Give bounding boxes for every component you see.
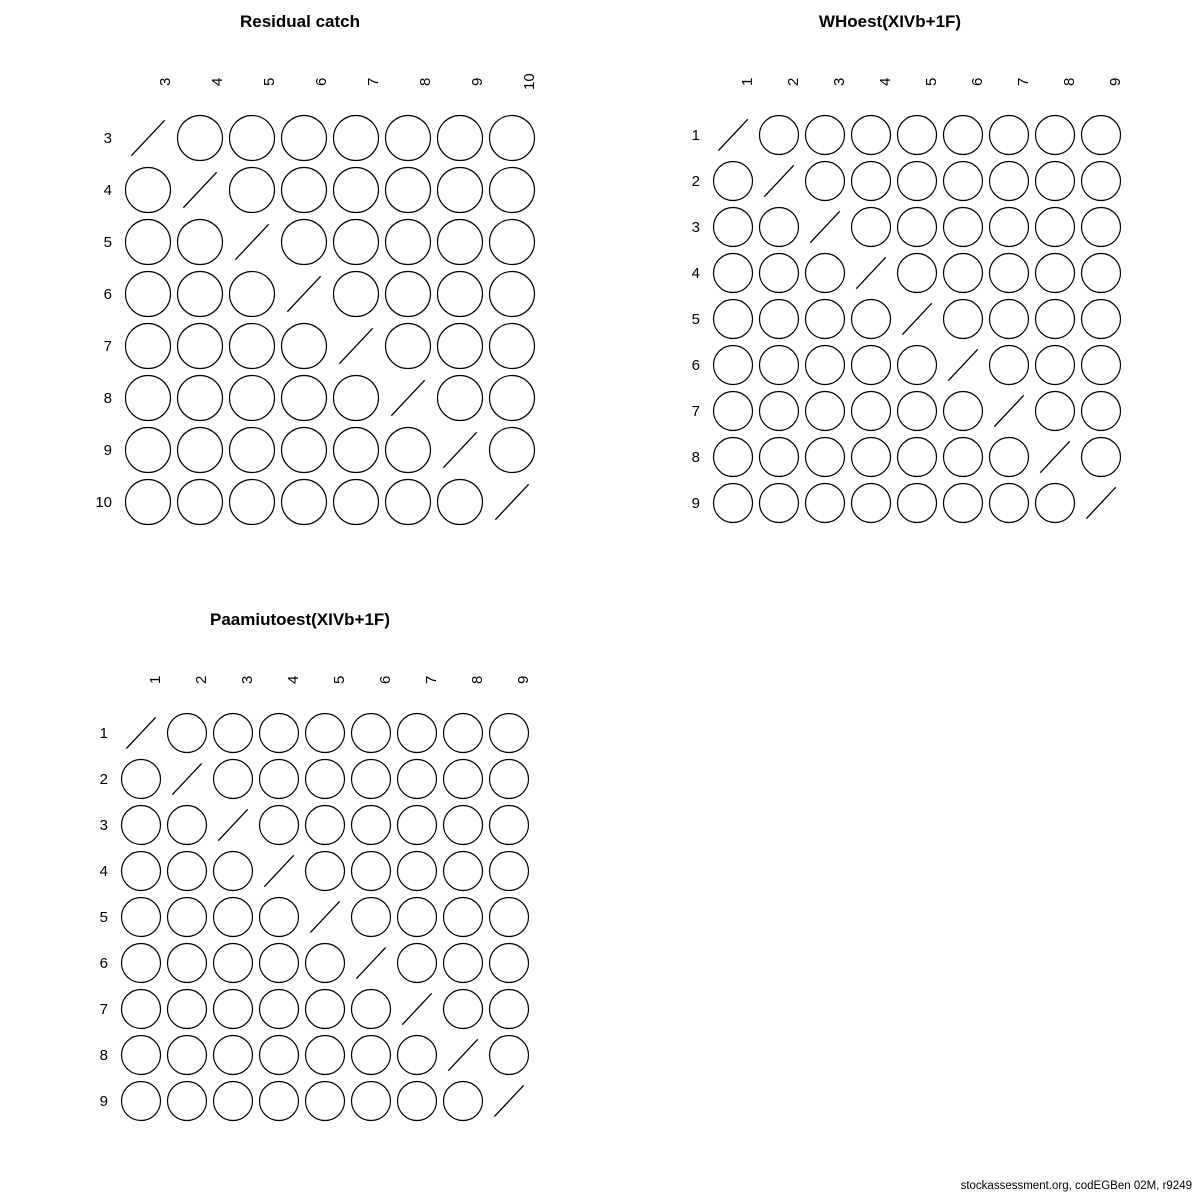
matrix-cell-circle [394,848,440,894]
matrix-paamiutoest [0,600,600,1160]
row-label: 8 [691,448,700,466]
matrix-cell-circle [210,940,256,986]
matrix-cell-circle [382,216,434,268]
matrix-diagonal-cell [1078,480,1124,526]
matrix-cell-circle [756,480,802,526]
matrix-cell-circle [486,986,532,1032]
row-label: 3 [103,129,112,147]
matrix-cell-circle [164,986,210,1032]
matrix-cell-circle [164,1078,210,1124]
matrix-cell-circle [434,216,486,268]
matrix-cell-circle [486,710,532,756]
row-label: 1 [99,724,108,742]
matrix-diagonal-cell [256,848,302,894]
matrix-diagonal-cell [164,756,210,802]
matrix-cell-circle [122,424,174,476]
matrix-cell-circle [164,940,210,986]
panel-whoest [580,0,1200,560]
matrix-cell-circle [1078,204,1124,250]
matrix-cell-circle [756,296,802,342]
row-label: 7 [691,402,700,420]
matrix-cell-circle [756,250,802,296]
matrix-cell-circle [848,342,894,388]
matrix-cell-circle [848,112,894,158]
panel-title: Paamiutoest(XIVb+1F) [210,610,390,629]
matrix-cell-circle [302,710,348,756]
column-label: 6 [313,77,330,87]
matrix-cell-circle [210,1032,256,1078]
row-label: 8 [99,1046,108,1064]
matrix-cell-circle [118,802,164,848]
matrix-cell-circle [226,112,278,164]
matrix-cell-circle [940,296,986,342]
matrix-cell-circle [486,320,538,372]
matrix-cell-circle [802,434,848,480]
matrix-cell-circle [210,986,256,1032]
matrix-cell-circle [348,1078,394,1124]
row-label: 9 [99,1092,108,1110]
row-label: 4 [99,862,108,880]
matrix-cell-circle [256,894,302,940]
matrix-cell-circle [394,802,440,848]
matrix-diagonal-cell [330,320,382,372]
column-label: 9 [515,675,532,685]
matrix-cell-circle [278,164,330,216]
matrix-cell-circle [122,476,174,528]
matrix-diagonal-cell [226,216,278,268]
row-label: 1 [691,126,700,144]
panel-title: WHoest(XIVb+1F) [818,12,962,31]
matrix-cell-circle [394,756,440,802]
column-label: 3 [157,77,174,87]
matrix-diagonal-cell [382,372,434,424]
column-label: 4 [285,675,302,685]
matrix-cell-circle [802,250,848,296]
matrix-cell-circle [1078,434,1124,480]
matrix-cell-circle [348,848,394,894]
matrix-cell-circle [164,894,210,940]
matrix-cell-circle [940,250,986,296]
matrix-cell-circle [486,268,538,320]
matrix-cell-circle [486,940,532,986]
matrix-cell-circle [348,756,394,802]
row-label: 2 [99,770,108,788]
panel-residual-catch [0,0,600,560]
matrix-residual-catch [0,0,600,560]
matrix-diagonal-cell [1032,434,1078,480]
matrix-cell-circle [278,112,330,164]
matrix-cell-circle [348,1032,394,1078]
matrix-diagonal-cell [802,204,848,250]
matrix-cell-circle [434,164,486,216]
row-label: 3 [99,816,108,834]
matrix-cell-circle [256,756,302,802]
row-labels [650,112,710,526]
matrix-cell-circle [1032,342,1078,388]
row-label: 8 [103,389,112,407]
column-label: 7 [1015,77,1032,87]
matrix-diagonal-cell [940,342,986,388]
matrix-cell-circle [330,268,382,320]
matrix-cell-circle [256,1032,302,1078]
matrix-cell-circle [122,320,174,372]
matrix-cell-circle [1032,388,1078,434]
matrix-cell-circle [210,894,256,940]
matrix-diagonal-cell [348,940,394,986]
matrix-diagonal-cell [756,158,802,204]
matrix-cell-circle [486,112,538,164]
matrix-cell-circle [434,372,486,424]
matrix-cell-circle [256,802,302,848]
matrix-diagonal-cell [486,1078,532,1124]
column-label: 9 [1107,77,1124,87]
matrix-cell-circle [440,1078,486,1124]
matrix-cell-circle [1032,204,1078,250]
matrix-cell-circle [174,424,226,476]
matrix-cell-circle [486,756,532,802]
matrix-cell-circle [440,802,486,848]
column-label: 5 [331,675,348,685]
row-label: 5 [103,233,112,251]
matrix-cell-circle [394,940,440,986]
matrix-cell-circle [986,112,1032,158]
matrix-cell-circle [710,158,756,204]
matrix-cell-circle [118,894,164,940]
column-labels [710,56,1124,108]
matrix-cell-circle [348,710,394,756]
matrix-cell-circle [756,342,802,388]
matrix-cell-circle [1032,158,1078,204]
matrix-cell-circle [894,158,940,204]
matrix-cell-circle [118,986,164,1032]
panel-paamiutoest [0,600,600,1160]
matrix-cell-circle [118,756,164,802]
column-label: 10 [521,73,538,91]
matrix-cell-circle [986,434,1032,480]
matrix-cell-circle [440,894,486,940]
matrix-cell-circle [256,986,302,1032]
column-label: 2 [193,675,210,685]
matrix-cell-circle [894,480,940,526]
matrix-cell-circle [330,216,382,268]
row-label: 5 [99,908,108,926]
matrix-cell-circle [394,710,440,756]
column-label: 5 [261,77,278,87]
matrix-cell-circle [382,164,434,216]
matrix-cell-circle [118,1032,164,1078]
matrix-cell-circle [848,388,894,434]
matrix-diagonal-cell [848,250,894,296]
matrix-cell-circle [1032,250,1078,296]
matrix-cell-circle [894,434,940,480]
matrix-cell-circle [302,802,348,848]
matrix-cell-circle [894,342,940,388]
matrix-cell-circle [174,476,226,528]
row-label: 7 [99,1000,108,1018]
row-label: 10 [95,493,112,511]
matrix-cell-circle [1032,296,1078,342]
matrix-cell-circle [710,250,756,296]
row-label: 6 [103,285,112,303]
matrix-cell-circle [848,204,894,250]
matrix-cell-circle [122,268,174,320]
matrix-cell-circle [118,1078,164,1124]
matrix-cell-circle [226,476,278,528]
matrix-cell-circle [330,112,382,164]
matrix-cell-circle [330,164,382,216]
matrix-diagonal-cell [894,296,940,342]
matrix-cell-circle [756,204,802,250]
matrix-cell-circle [118,848,164,894]
matrix-diagonal-cell [118,710,164,756]
matrix-cell-circle [756,388,802,434]
matrix-cell-circle [302,1032,348,1078]
matrix-cell-circle [226,268,278,320]
matrix-cell-circle [302,986,348,1032]
matrix-diagonal-cell [486,476,538,528]
matrix-diagonal-cell [434,424,486,476]
matrix-cell-circle [710,480,756,526]
matrix-cell-circle [1078,250,1124,296]
matrix-cell-circle [1078,112,1124,158]
column-label: 8 [417,77,434,87]
column-label: 6 [377,675,394,685]
column-label: 4 [209,77,226,87]
matrix-cell-circle [278,216,330,268]
matrix-cell-circle [434,476,486,528]
matrix-cell-circle [1078,388,1124,434]
matrix-cell-circle [278,424,330,476]
matrix-cell-circle [394,894,440,940]
matrix-cell-circle [348,894,394,940]
row-label: 2 [691,172,700,190]
row-label: 4 [691,264,700,282]
matrix-cell-circle [802,158,848,204]
matrix-cell-circle [174,268,226,320]
matrix-cell-circle [802,388,848,434]
matrix-cell-circle [226,424,278,476]
column-label: 1 [147,675,164,685]
matrix-cell-circle [710,204,756,250]
matrix-cell-circle [940,388,986,434]
matrix-cell-circle [394,1078,440,1124]
matrix-cell-circle [122,372,174,424]
matrix-cell-circle [440,710,486,756]
matrix-diagonal-cell [278,268,330,320]
matrix-cell-circle [486,1032,532,1078]
matrix-cell-circle [382,112,434,164]
column-labels [118,654,532,706]
matrix-cell-circle [174,112,226,164]
matrix-cell-circle [940,434,986,480]
matrix-cell-circle [382,268,434,320]
matrix-cell-circle [986,158,1032,204]
matrix-cell-circle [440,940,486,986]
matrix-cell-circle [256,1078,302,1124]
matrix-cell-circle [164,802,210,848]
matrix-cell-circle [756,112,802,158]
matrix-cell-circle [302,756,348,802]
matrix-cell-circle [164,1032,210,1078]
matrix-cell-circle [278,372,330,424]
matrix-diagonal-cell [440,1032,486,1078]
column-label: 8 [1061,77,1078,87]
matrix-diagonal-cell [986,388,1032,434]
matrix-cell-circle [756,434,802,480]
matrix-cell-circle [710,342,756,388]
matrix-cell-circle [710,388,756,434]
column-label: 2 [785,77,802,87]
matrix-cell-circle [894,388,940,434]
row-label: 7 [103,337,112,355]
matrix-cell-circle [1078,342,1124,388]
matrix-cell-circle [894,250,940,296]
matrix-cell-circle [278,320,330,372]
matrix-cell-circle [434,320,486,372]
matrix-cell-circle [256,710,302,756]
matrix-cell-circle [848,296,894,342]
matrix-diagonal-cell [174,164,226,216]
source-footer: stockassessment.org, codEGBen 02M, r9249 [960,1180,1192,1192]
matrix-cell-circle [486,372,538,424]
column-label: 6 [969,77,986,87]
matrix-diagonal-cell [710,112,756,158]
matrix-cell-circle [848,480,894,526]
matrix-cell-circle [174,216,226,268]
matrix-cell-circle [118,940,164,986]
row-label: 3 [691,218,700,236]
matrix-cell-circle [226,164,278,216]
matrix-cell-circle [710,434,756,480]
matrix-cell-circle [122,164,174,216]
matrix-cell-circle [1032,480,1078,526]
matrix-cell-circle [348,802,394,848]
column-label: 7 [423,675,440,685]
matrix-cell-circle [986,480,1032,526]
row-label: 9 [691,494,700,512]
matrix-cell-circle [802,112,848,158]
cell-grid [710,112,1124,526]
matrix-cell-circle [440,848,486,894]
cell-grid [118,710,532,1124]
matrix-cell-circle [848,434,894,480]
matrix-cell-circle [848,158,894,204]
row-label: 9 [103,441,112,459]
matrix-cell-circle [1078,296,1124,342]
matrix-cell-circle [226,372,278,424]
matrix-cell-circle [302,940,348,986]
matrix-diagonal-cell [122,112,174,164]
column-label: 1 [739,77,756,87]
matrix-cell-circle [382,476,434,528]
column-label: 4 [877,77,894,87]
column-label: 9 [469,77,486,87]
matrix-cell-circle [940,204,986,250]
matrix-cell-circle [986,250,1032,296]
matrix-cell-circle [210,756,256,802]
cell-grid [122,112,538,528]
matrix-cell-circle [986,204,1032,250]
matrix-cell-circle [394,1032,440,1078]
row-label: 4 [103,181,112,199]
matrix-cell-circle [434,268,486,320]
matrix-cell-circle [302,1078,348,1124]
row-label: 6 [99,954,108,972]
matrix-cell-circle [256,940,302,986]
matrix-cell-circle [894,112,940,158]
column-label: 3 [239,675,256,685]
matrix-cell-circle [940,480,986,526]
column-label: 8 [469,675,486,685]
matrix-diagonal-cell [394,986,440,1032]
matrix-cell-circle [210,848,256,894]
matrix-whoest [580,0,1200,560]
matrix-cell-circle [894,204,940,250]
matrix-cell-circle [486,894,532,940]
column-label: 3 [831,77,848,87]
matrix-cell-circle [174,372,226,424]
matrix-cell-circle [802,480,848,526]
matrix-cell-circle [1078,158,1124,204]
row-label: 6 [691,356,700,374]
matrix-cell-circle [486,848,532,894]
column-labels [122,56,538,108]
matrix-cell-circle [986,296,1032,342]
matrix-cell-circle [486,802,532,848]
matrix-cell-circle [486,424,538,476]
column-label: 5 [923,77,940,87]
matrix-cell-circle [486,216,538,268]
matrix-cell-circle [330,372,382,424]
matrix-cell-circle [986,342,1032,388]
matrix-diagonal-cell [302,894,348,940]
matrix-cell-circle [382,320,434,372]
matrix-cell-circle [802,296,848,342]
matrix-cell-circle [226,320,278,372]
matrix-cell-circle [302,848,348,894]
row-labels [62,112,122,528]
matrix-cell-circle [210,710,256,756]
matrix-cell-circle [330,424,382,476]
matrix-cell-circle [710,296,756,342]
matrix-diagonal-cell [210,802,256,848]
matrix-cell-circle [122,216,174,268]
row-labels [58,710,118,1124]
panel-title: Residual catch [240,12,360,31]
matrix-cell-circle [940,112,986,158]
matrix-cell-circle [278,476,330,528]
matrix-cell-circle [440,986,486,1032]
matrix-cell-circle [164,848,210,894]
matrix-cell-circle [940,158,986,204]
matrix-cell-circle [174,320,226,372]
column-label: 7 [365,77,382,87]
row-label: 5 [691,310,700,328]
matrix-cell-circle [1032,112,1078,158]
matrix-cell-circle [164,710,210,756]
matrix-cell-circle [348,986,394,1032]
matrix-cell-circle [440,756,486,802]
matrix-cell-circle [382,424,434,476]
matrix-cell-circle [486,164,538,216]
matrix-cell-circle [330,476,382,528]
matrix-cell-circle [802,342,848,388]
matrix-cell-circle [434,112,486,164]
matrix-cell-circle [210,1078,256,1124]
